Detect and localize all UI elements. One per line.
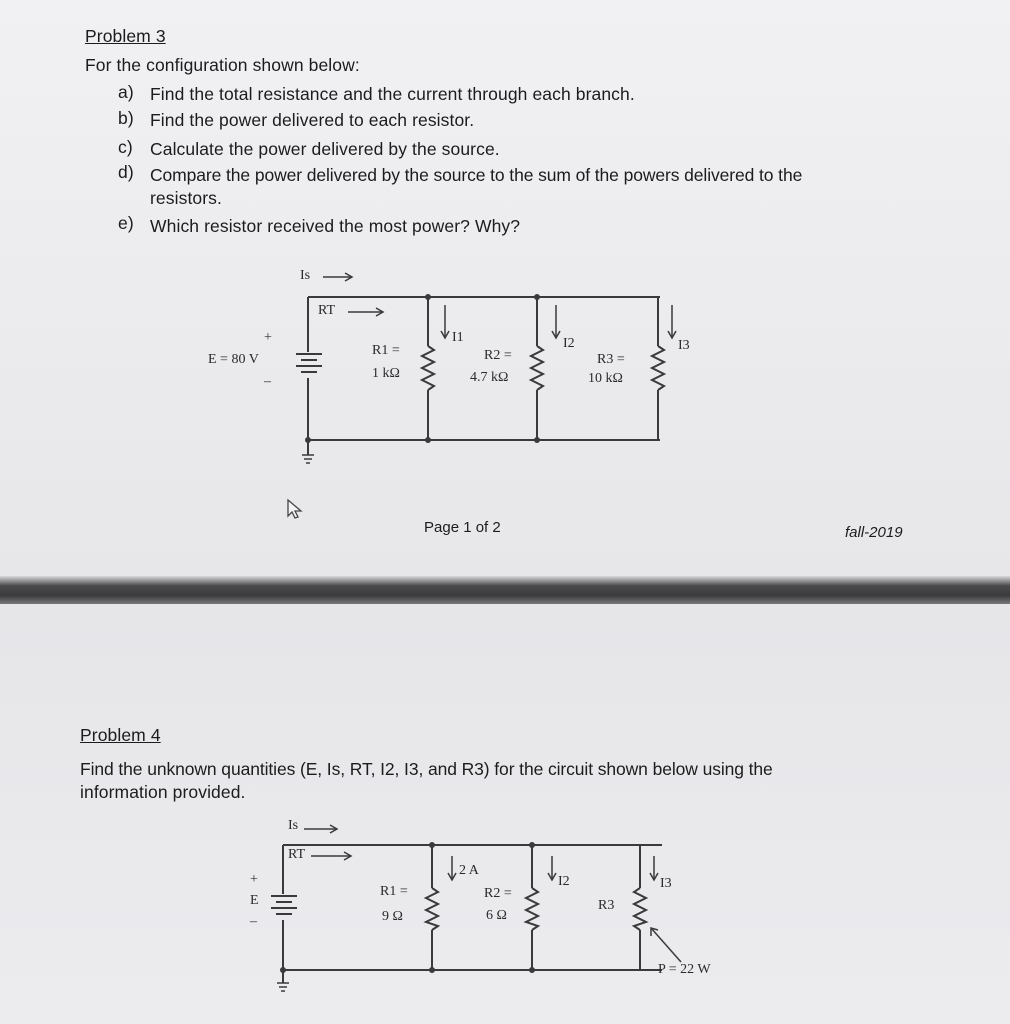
item-b-letter: b) — [118, 108, 134, 128]
item-a-letter: a) — [118, 82, 134, 102]
circuit2-r2-value: 6 Ω — [486, 908, 507, 923]
item-c-text: Calculate the power delivered by the source. — [150, 139, 500, 159]
circuit1-is-label: Is — [300, 268, 311, 283]
page-number: Page 1 of 2 — [424, 519, 501, 536]
item-e-letter: e) — [118, 213, 134, 233]
item-d-text-cont: resistors. — [150, 188, 222, 208]
circuit1-r1-name: R1 = — [372, 343, 400, 358]
circuit1-r1-value: 1 kΩ — [372, 366, 400, 381]
circuit1-plus: + — [264, 330, 272, 345]
term-label: fall-2019 — [845, 524, 903, 541]
problem4-heading: Problem 4 — [80, 725, 161, 745]
circuit1-rt-label: RT — [318, 303, 336, 318]
circuit1-r2-name: R2 = — [484, 348, 512, 363]
circuit2-r2-name: R2 = — [484, 886, 512, 901]
item-a-text: Find the total resistance and the current through each branch. — [150, 84, 635, 104]
item-c-letter: c) — [118, 137, 133, 157]
item-b-text: Find the power delivered to each resistor. — [150, 110, 475, 130]
circuit2-is-label: Is — [288, 818, 299, 833]
problem3-intro: For the configuration shown below: — [85, 55, 360, 75]
circuit1-minus: – — [264, 374, 271, 389]
circuit2-minus: – — [250, 914, 257, 929]
circuit1-i3-label: I3 — [678, 338, 690, 353]
circuit2-i2-label: I2 — [558, 874, 570, 889]
circuit2-r1-name: R1 = — [380, 884, 408, 899]
circuit1-i2-label: I2 — [563, 336, 575, 351]
problem3-heading: Problem 3 — [85, 26, 166, 46]
circuit2-i3-label: I3 — [660, 876, 672, 891]
circuit1-source-label: E = 80 V — [208, 352, 259, 367]
circuit2-r1-value: 9 Ω — [382, 909, 403, 924]
problem4-line1: Find the unknown quantities (E, Is, RT, I2, I3, and R3) for the circuit shown below using the — [80, 759, 773, 779]
circuit1-r3-value: 10 kΩ — [588, 371, 623, 386]
circuit2-power-label: P = 22 W — [658, 962, 711, 977]
circuit2-i1-label: 2 A — [459, 863, 479, 878]
circuit2-plus: + — [250, 872, 258, 887]
item-d-letter: d) — [118, 162, 134, 182]
circuit2-rt-label: RT — [288, 847, 306, 862]
item-d-text: Compare the power delivered by the source to the sum of the powers delivered to the — [150, 165, 803, 185]
circuit2-r3-name: R3 — [598, 898, 615, 913]
circuit2-source-label: E — [250, 893, 259, 908]
problem4-line2: information provided. — [80, 782, 246, 802]
circuit1-r2-value: 4.7 kΩ — [470, 370, 509, 385]
item-e-text: Which resistor received the most power? Why? — [150, 216, 521, 236]
circuit1-i1-label: I1 — [452, 330, 464, 345]
circuit1-r3-name: R3 = — [597, 352, 625, 367]
